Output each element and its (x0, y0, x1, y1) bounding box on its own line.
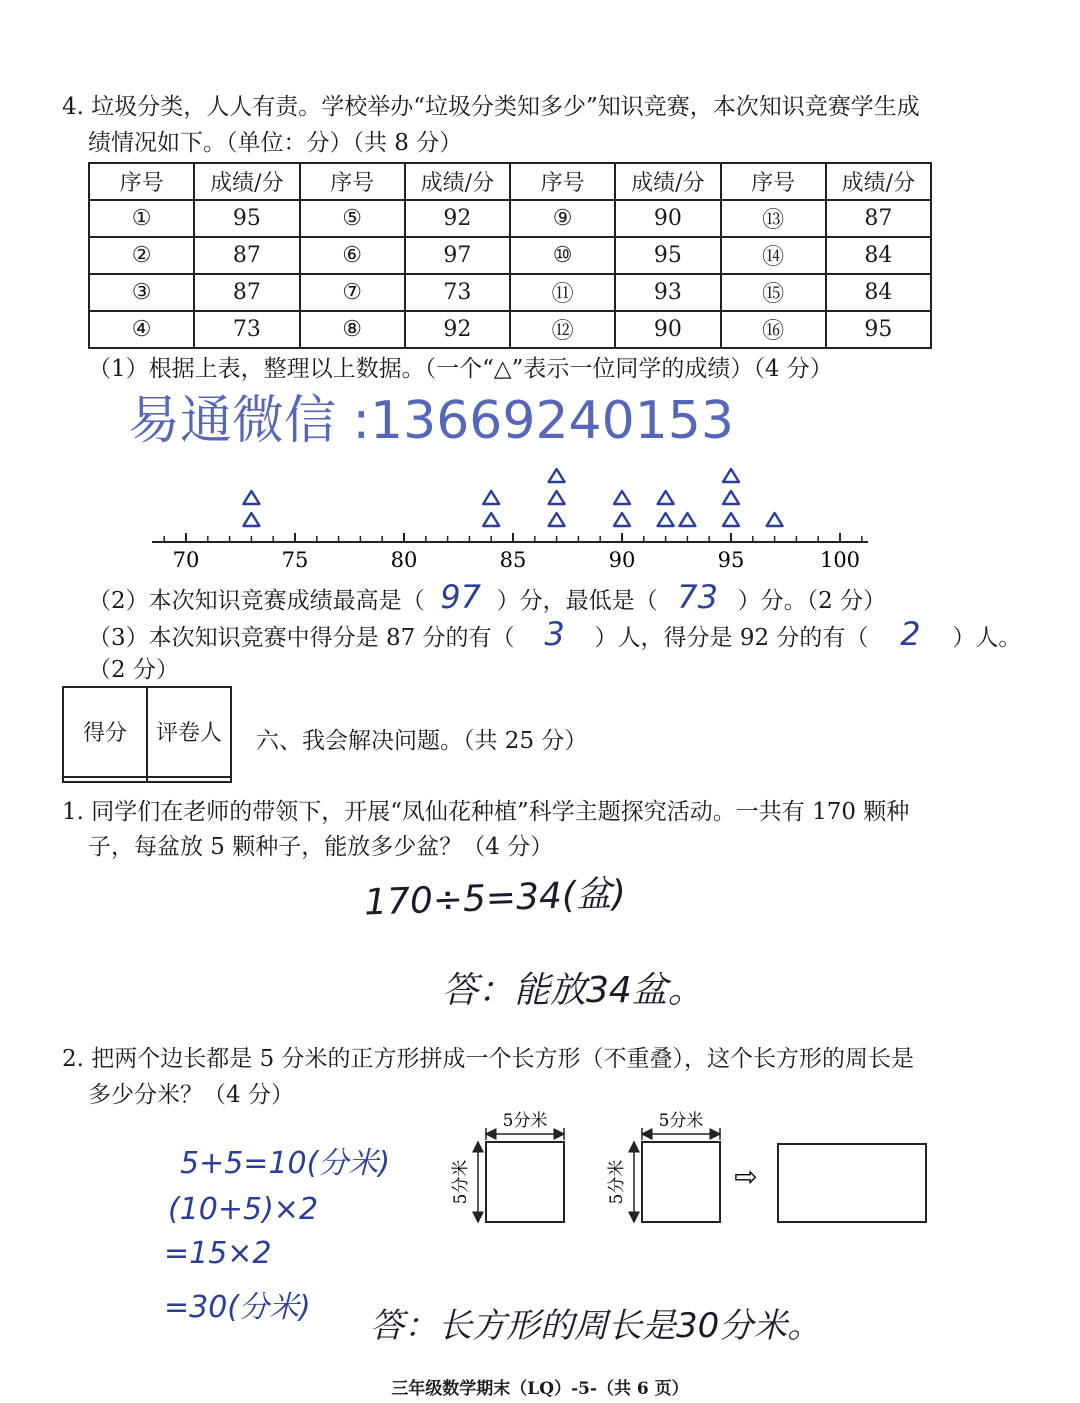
table-cell: ⑮ (721, 274, 826, 311)
answer-lowest: 73 (677, 578, 718, 616)
grader-label: 评卷人 (147, 687, 231, 777)
number-line-tick-label: 75 (281, 548, 309, 572)
table-cell: 73 (405, 274, 510, 311)
number-line-tick-label: 80 (390, 548, 418, 572)
table-cell: 90 (615, 311, 720, 348)
transform-arrow-icon: ⇨ (734, 1160, 758, 1193)
watermark-text: 易通微信 :13669240153 (128, 391, 734, 451)
table-cell: ⑯ (721, 311, 826, 348)
square-1-top-label: 5分米 (502, 1111, 548, 1131)
score-blank (63, 777, 147, 782)
q4-title-line2: 绩情况如下。（单位：分）（共 8 分） (88, 130, 463, 156)
number-line-tick-label: 90 (608, 548, 636, 572)
table-cell: ⑫ (510, 311, 615, 348)
q4-sub3-text-a: （3）本次知识竞赛中得分是 87 分的有（ (88, 625, 515, 651)
table-cell: 87 (194, 274, 299, 311)
q4-sub2-text-b: ）分，最低是（ (496, 588, 658, 614)
table-cell: 87 (194, 237, 299, 274)
p1-work: 170÷5=34(盆) (363, 873, 627, 924)
q4-sub3 (88, 615, 1021, 653)
triangle-marker-92 (658, 491, 674, 504)
number-line-labels (173, 548, 860, 572)
header-cell: 成绩/分 (194, 163, 299, 200)
q4-sub2 (88, 578, 886, 616)
table-row (89, 274, 931, 311)
header-cell: 成绩/分 (405, 163, 510, 200)
q4-sub2-text-c: ）分。（2 分） (737, 588, 887, 614)
square-2 (642, 1142, 720, 1222)
table-cell: 95 (826, 311, 931, 348)
table-row (89, 237, 931, 274)
triangle-marker-73 (243, 513, 259, 526)
table-cell: 93 (615, 274, 720, 311)
table-cell: ③ (89, 274, 194, 311)
q4-title-line1: 4. 垃圾分类，人人有责。学校举办“垃圾分类知多少”知识竞赛，本次知识竞赛学生成 (62, 94, 920, 120)
triangle-marker-73 (243, 491, 259, 504)
table-cell: ⑭ (721, 237, 826, 274)
p1-line2: 子，每盆放 5 颗种子，能放多少盆？（4 分） (88, 834, 554, 860)
triangle-marker-95 (723, 491, 739, 504)
combined-rectangle (778, 1144, 926, 1222)
square-2-top-label: 5分米 (658, 1111, 704, 1131)
triangle-marker-84 (483, 491, 499, 504)
triangle-marker-87 (549, 513, 565, 526)
q4-sub3-text-c: ）人。 (952, 625, 1022, 651)
number-line-tick-label: 85 (499, 548, 527, 572)
table-cell: ⑧ (300, 311, 405, 348)
triangle-marker-97 (767, 513, 783, 526)
q4-sub2-text-a: （2）本次知识竞赛成绩最高是（ (88, 588, 425, 614)
triangle-marker-84 (483, 513, 499, 526)
table-cell: ⑪ (510, 274, 615, 311)
table-cell: ① (89, 200, 194, 237)
table-cell: ② (89, 237, 194, 274)
p2-line2: 多少分米？（4 分） (88, 1082, 294, 1108)
header-cell: 成绩/分 (615, 163, 720, 200)
table-cell: 95 (194, 200, 299, 237)
triangle-marker-95 (723, 513, 739, 526)
table-cell: 87 (826, 200, 931, 237)
triangle-marker-87 (549, 491, 565, 504)
header-cell: 序号 (510, 163, 615, 200)
number-line-tick-label: 95 (717, 548, 745, 572)
p1-line1: 1. 同学们在老师的带领下，开展“凤仙花种植”科学主题探究活动。一共有 170 颗种 (62, 799, 910, 825)
section6-title: 六、我会解决问题。（共 25 分） (256, 728, 588, 754)
triangle-marker-90 (614, 491, 630, 504)
table-cell: 90 (615, 200, 720, 237)
table-cell: 92 (405, 311, 510, 348)
number-line-tick-label: 70 (172, 548, 200, 572)
p2-work-line1: 5+5=10(分米) (180, 1146, 391, 1181)
header-cell: 序号 (721, 163, 826, 200)
header-cell: 序号 (89, 163, 194, 200)
table-cell: 84 (826, 237, 931, 274)
table-header-row (89, 163, 931, 200)
number-line-tick-label: 100 (819, 548, 861, 572)
table-cell: ⑩ (510, 237, 615, 274)
p2-line1: 2. 把两个边长都是 5 分米的正方形拼成一个长方形（不重叠），这个长方形的周长是 (62, 1046, 915, 1072)
answer-count-87: 3 (544, 615, 565, 653)
number-line-marks (243, 469, 782, 526)
p2-answer: 答：长方形的周长是30分米。 (370, 1306, 822, 1346)
table-cell: 97 (405, 237, 510, 274)
answer-count-92: 2 (900, 615, 921, 653)
triangle-marker-87 (549, 469, 565, 482)
triangle-marker-90 (614, 513, 630, 526)
table-cell: 95 (615, 237, 720, 274)
grader-blank (147, 777, 231, 782)
p2-work-line3: =15×2 (164, 1236, 272, 1271)
square-1-side-label: 5分米 (451, 1159, 471, 1205)
table-row (89, 200, 931, 237)
grade-box (62, 686, 232, 783)
answer-highest: 97 (440, 578, 481, 616)
p1-answer: 答：能放34盆。 (442, 970, 704, 1011)
table-cell: ⑬ (721, 200, 826, 237)
table-cell: 84 (826, 274, 931, 311)
triangle-marker-92 (658, 513, 674, 526)
table-cell: 73 (194, 311, 299, 348)
square-diagram (440, 1104, 940, 1234)
q4-sub1: （1）根据上表，整理以上数据。（一个“△”表示一位同学的成绩）（4 分） (88, 356, 833, 382)
p2-work-line4: =30(分米) (164, 1290, 311, 1325)
number-line-plot (140, 446, 880, 576)
triangle-marker-93 (679, 513, 695, 526)
table-cell: ⑥ (300, 237, 405, 274)
square-1 (486, 1142, 564, 1222)
table-cell: ⑦ (300, 274, 405, 311)
table-cell: ④ (89, 311, 194, 348)
score-label: 得分 (63, 687, 147, 777)
page-footer: 三年级数学期末（LQ）-5-（共 6 页） (391, 1379, 689, 1399)
scores-table (88, 162, 932, 349)
table-cell: ⑤ (300, 200, 405, 237)
table-cell: ⑨ (510, 200, 615, 237)
p2-work-line2: (10+5)×2 (168, 1192, 319, 1227)
square-2-side-label: 5分米 (607, 1159, 627, 1205)
q4-sub3-text-b: ）人，得分是 92 分的有（ (594, 625, 869, 651)
number-line-ticks (164, 533, 862, 542)
triangle-marker-95 (723, 469, 739, 482)
q4-sub3-score: （2 分） (88, 657, 179, 683)
header-cell: 成绩/分 (826, 163, 931, 200)
table-cell: 92 (405, 200, 510, 237)
table-row (89, 311, 931, 348)
header-cell: 序号 (300, 163, 405, 200)
